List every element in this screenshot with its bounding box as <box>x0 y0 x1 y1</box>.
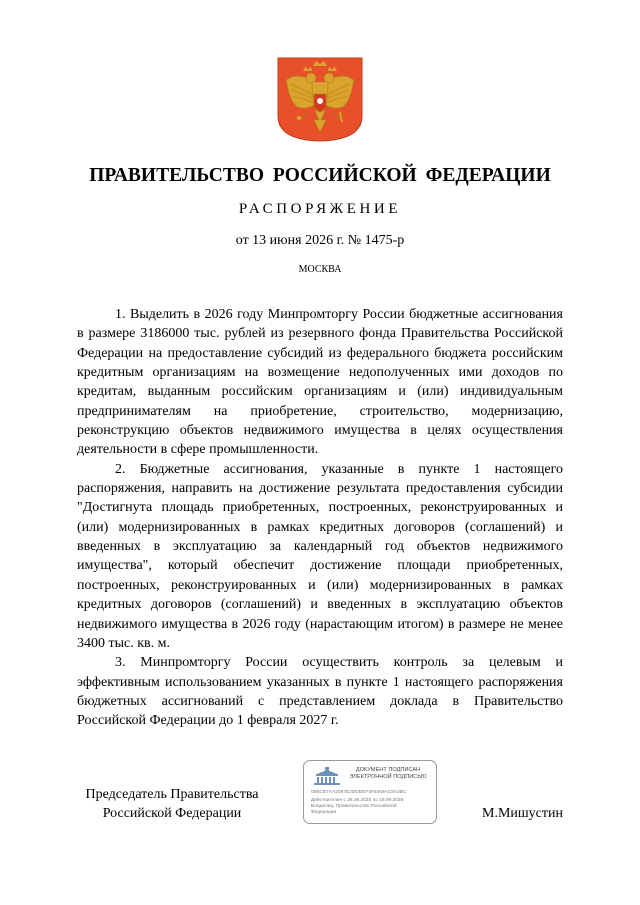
order-paragraph-2: 2. Бюджетные ассигнования, указанные в пункте 1 настоящего распоряжения, направить на достижение результата предоставления субсидии "Достигнута площадь приобретенных, построенных, реконструированных и (или) модернизированных в рамках кредитных договоров (соглашений) и введенных в эксплуатацию за календарный год объектов недвижимого имущества", который обеспечит достижение площади приобретенных, построенных, реконструированных и (или) модернизированных в рамках кредитных договоров (соглашений) и введенных в эксплуатацию объектов недвижимого имущества в 2026 году (нарастающим итогом) в размере не менее 3400 тыс. кв. м. <box>77 461 563 651</box>
government-building-icon <box>311 766 343 786</box>
certificate-serial: 00BCB7AA2097E2DDDEF4F8469AC8A3BC <box>311 790 407 795</box>
stamp-title-line-2: ЭЛЕКТРОННОЙ ПОДПИСЬЮ <box>349 774 427 780</box>
order-body <box>77 305 563 731</box>
electronic-signature-stamp <box>303 760 437 824</box>
document-city: МОСКВА <box>298 264 342 275</box>
stamp-title-line-1: ДОКУМЕНТ ПОДПИСАН <box>355 767 421 773</box>
certificate-validity: Действителен с 26.06.2025 по 19.09.2026 <box>311 798 404 803</box>
government-heading: ПРАВИТЕЛЬСТВО РОССИЙСКОЙ ФЕДЕРАЦИИ <box>89 165 551 186</box>
coat-of-arms-icon <box>276 56 364 142</box>
document-type: РАСПОРЯЖЕНИЕ <box>238 201 402 217</box>
order-paragraph-1: 1. Выделить в 2026 году Минпромторгу России бюджетные ассигнования в размере 3186000 тыс. рублей из резервного фонда Правительства Российской Федерации на предоставление субсидий из федерального бюджета российским кредитным организациям на возмещение недополученных ими доходов по кредитам, выданным российским организациям и (или) индивидуальным предпринимателям на приобретение, строительство, модернизацию, реконструкцию объектов недвижимого имущества в целях осуществления деятельности в сфере промышленности. <box>77 307 563 458</box>
stamp-title <box>342 767 434 781</box>
signatory-name: М.Мишустин <box>482 806 563 821</box>
signatory-title-line-1: Председатель Правительства <box>85 787 259 802</box>
document-date-number: от 13 июня 2026 г. № 1475-р <box>235 233 405 248</box>
certificate-owner-line-1: Владелец: Правительство Российской <box>311 804 397 809</box>
signatory-title <box>77 785 267 823</box>
order-paragraph-3: 3. Минпромторгу России осуществить контроль за целевым и эффективным использованием указанных в пункте 1 настоящего распоряжения бюджетных ассигнований с представлением доклада в Правительство Российской Федерации до 1 февраля 2027 г. <box>77 655 563 729</box>
certificate-owner-line-2: Федерации <box>311 810 337 815</box>
signatory-title-line-2: Российской Федерации <box>102 806 242 821</box>
